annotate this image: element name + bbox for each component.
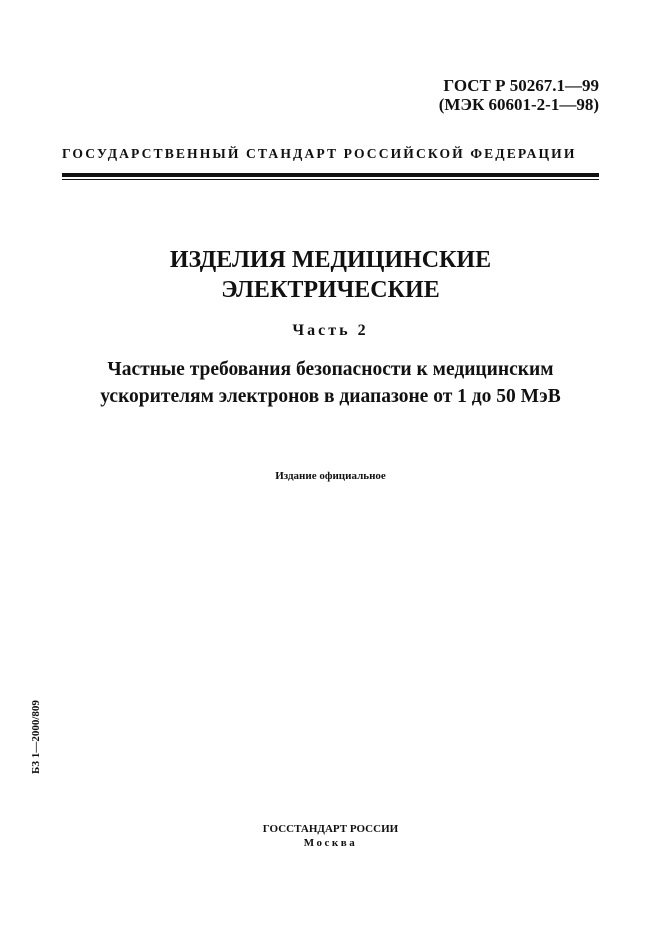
standard-designation [439, 76, 599, 114]
document-subtitle [0, 356, 661, 410]
iec-number: (МЭК 60601-2-1—98) [438, 95, 599, 114]
subtitle-line-1: Частные требования безопасности к медицинским [107, 359, 554, 380]
title-line-2: ЭЛЕКТРИЧЕСКИЕ [221, 277, 440, 303]
document-title [0, 245, 661, 305]
publisher-city: Москва [303, 837, 358, 849]
state-standard-banner: ГОСУДАРСТВЕННЫЙ СТАНДАРТ РОССИЙСКОЙ ФЕДЕРАЦИИ [62, 146, 577, 161]
edition-note: Издание официальное [275, 470, 386, 482]
header-rule-thick [62, 173, 599, 177]
publisher-block [0, 822, 661, 850]
part-label: Часть 2 [292, 322, 369, 339]
side-catalog-code: БЗ 1—2000/809 [30, 700, 42, 774]
publisher-name: ГОССТАНДАРТ РОССИИ [262, 823, 399, 835]
standard-number: ГОСТ Р 50267.1—99 [443, 76, 599, 95]
header-rule-thin [62, 179, 599, 180]
subtitle-line-2: ускорителям электронов в диапазоне от 1 до 50 МэВ [100, 386, 561, 407]
title-line-1: ИЗДЕЛИЯ МЕДИЦИНСКИЕ [169, 247, 492, 273]
